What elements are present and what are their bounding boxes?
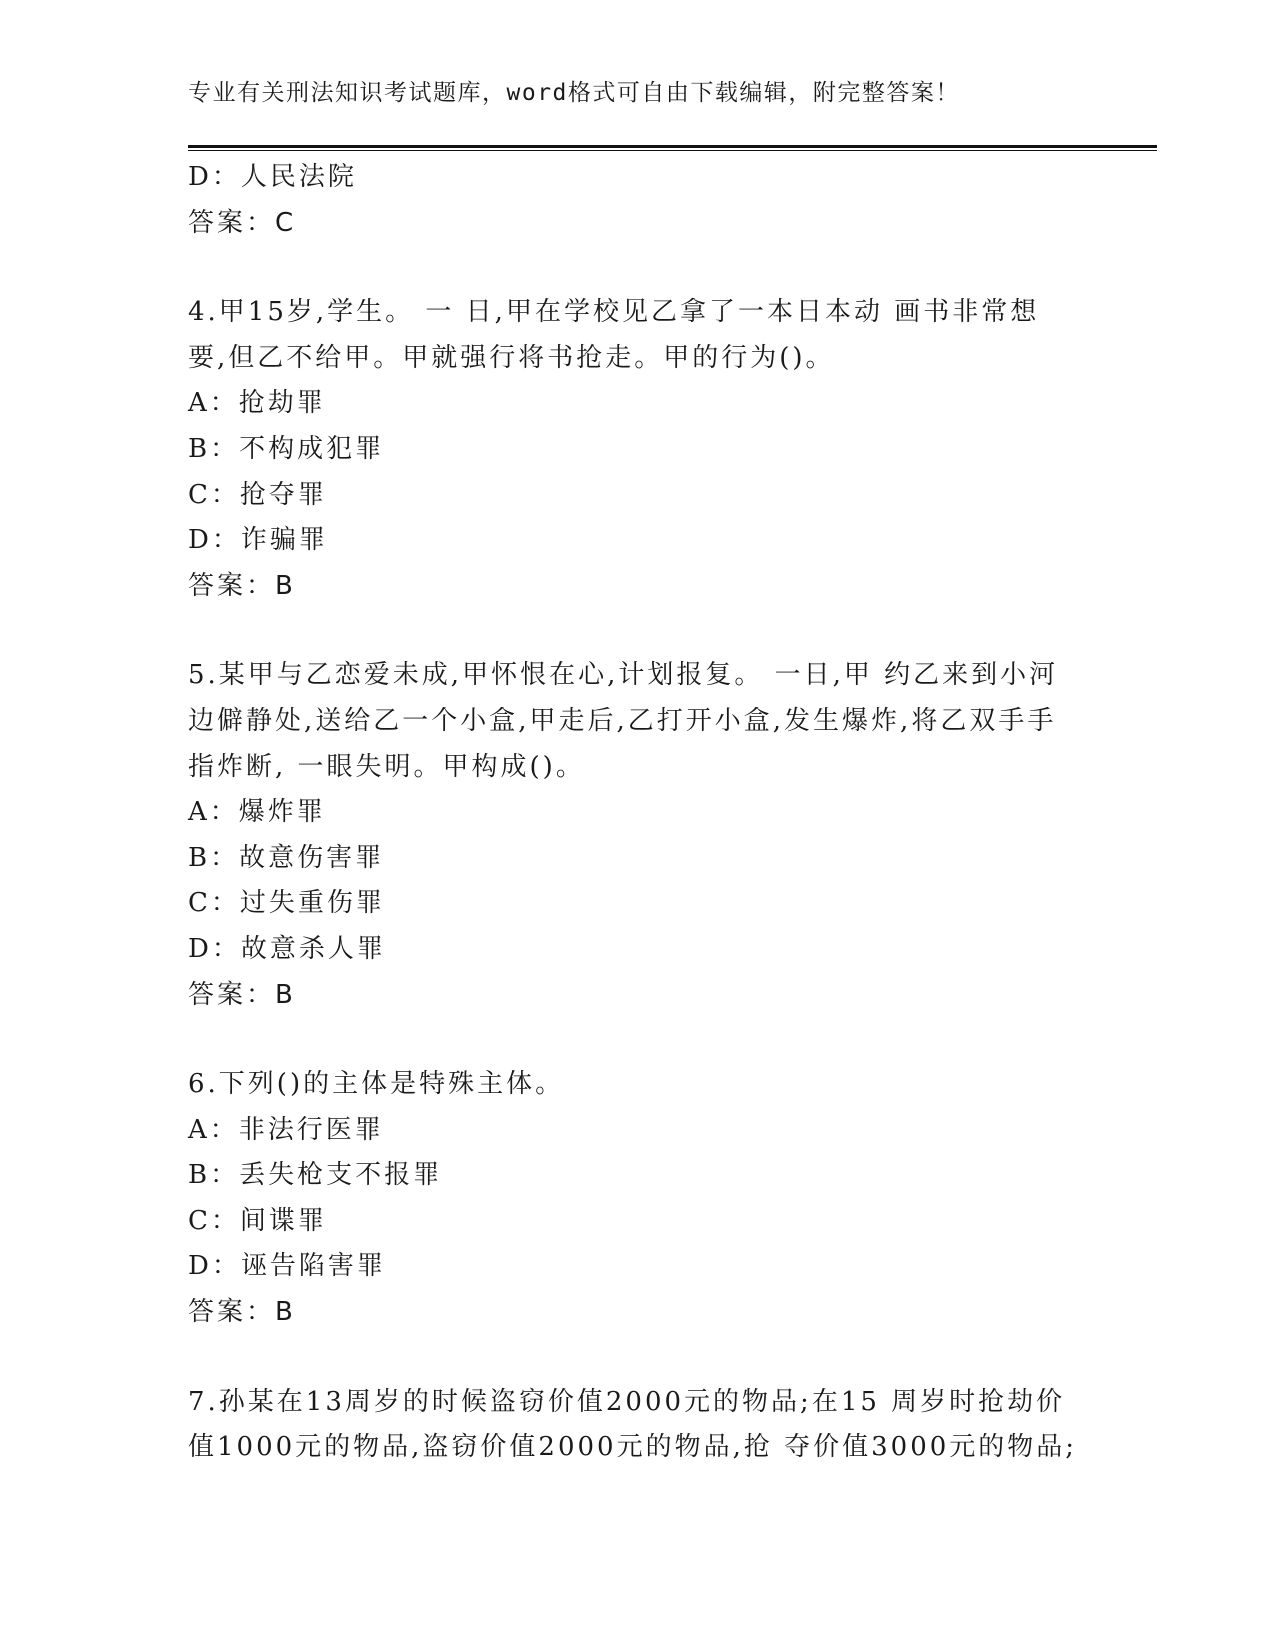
answer: 答案：B bbox=[188, 1297, 296, 1328]
question-5 bbox=[188, 653, 1088, 1018]
question-stem: 5.某甲与乙恋爱未成,甲怀恨在心,计划报复。 一日,甲 约乙来到小河 bbox=[188, 660, 1059, 691]
header-rule-thin bbox=[188, 150, 1157, 151]
answer: 答案：C bbox=[188, 207, 297, 238]
question-4 bbox=[188, 290, 1088, 609]
question-stem: 7.孙某在13周岁的时候盗窃价值2000元的物品;在15 周岁时抢劫价 bbox=[188, 1386, 1066, 1417]
option-d: D：诬告陷害罪 bbox=[188, 1251, 386, 1282]
document-header: 专业有关刑法知识考试题库，word格式可自由下载编辑，附完整答案！ bbox=[188, 80, 960, 106]
question-content bbox=[188, 155, 1088, 1471]
question-stem: 指炸断, 一眼失明。甲构成()。 bbox=[188, 751, 585, 782]
option-a: A：抢劫罪 bbox=[188, 388, 326, 419]
question-stem: 4.甲15岁,学生。 一 日,甲在学校见乙拿了一本日本动 画书非常想 bbox=[188, 297, 1040, 328]
question-3-tail bbox=[188, 155, 1088, 246]
header-rule-thick bbox=[188, 145, 1157, 148]
option-c: C：过失重伤罪 bbox=[188, 888, 385, 919]
option-b: B：丢失枪支不报罪 bbox=[188, 1160, 443, 1191]
spacer bbox=[188, 1018, 1088, 1062]
answer: 答案：B bbox=[188, 570, 296, 601]
option-a: A：爆炸罪 bbox=[188, 797, 326, 828]
spacer bbox=[188, 246, 1088, 290]
option-d: D：故意杀人罪 bbox=[188, 933, 386, 964]
option-c: C：抢夺罪 bbox=[188, 479, 327, 510]
question-7 bbox=[188, 1380, 1088, 1471]
spacer bbox=[188, 609, 1088, 653]
question-stem: 要,但乙不给甲。甲就强行将书抢走。甲的行为()。 bbox=[188, 342, 835, 373]
option-d: D：诈骗罪 bbox=[188, 525, 328, 556]
option-c: C：间谍罪 bbox=[188, 1205, 327, 1236]
answer: 答案：B bbox=[188, 979, 296, 1010]
option-b: B：不构成犯罪 bbox=[188, 433, 385, 464]
option-d: D：人民法院 bbox=[188, 162, 357, 192]
question-stem: 值1000元的物品,盗窃价值2000元的物品,抢 夺价值3000元的物品; bbox=[188, 1432, 1078, 1463]
question-stem: 边僻静处,送给乙一个小盒,甲走后,乙打开小盒,发生爆炸,将乙双手手 bbox=[188, 705, 1057, 736]
spacer bbox=[188, 1336, 1088, 1380]
question-stem: 6.下列()的主体是特殊主体。 bbox=[188, 1069, 565, 1100]
option-b: B：故意伤害罪 bbox=[188, 842, 385, 873]
question-6 bbox=[188, 1062, 1088, 1336]
option-a: A：非法行医罪 bbox=[188, 1114, 384, 1145]
